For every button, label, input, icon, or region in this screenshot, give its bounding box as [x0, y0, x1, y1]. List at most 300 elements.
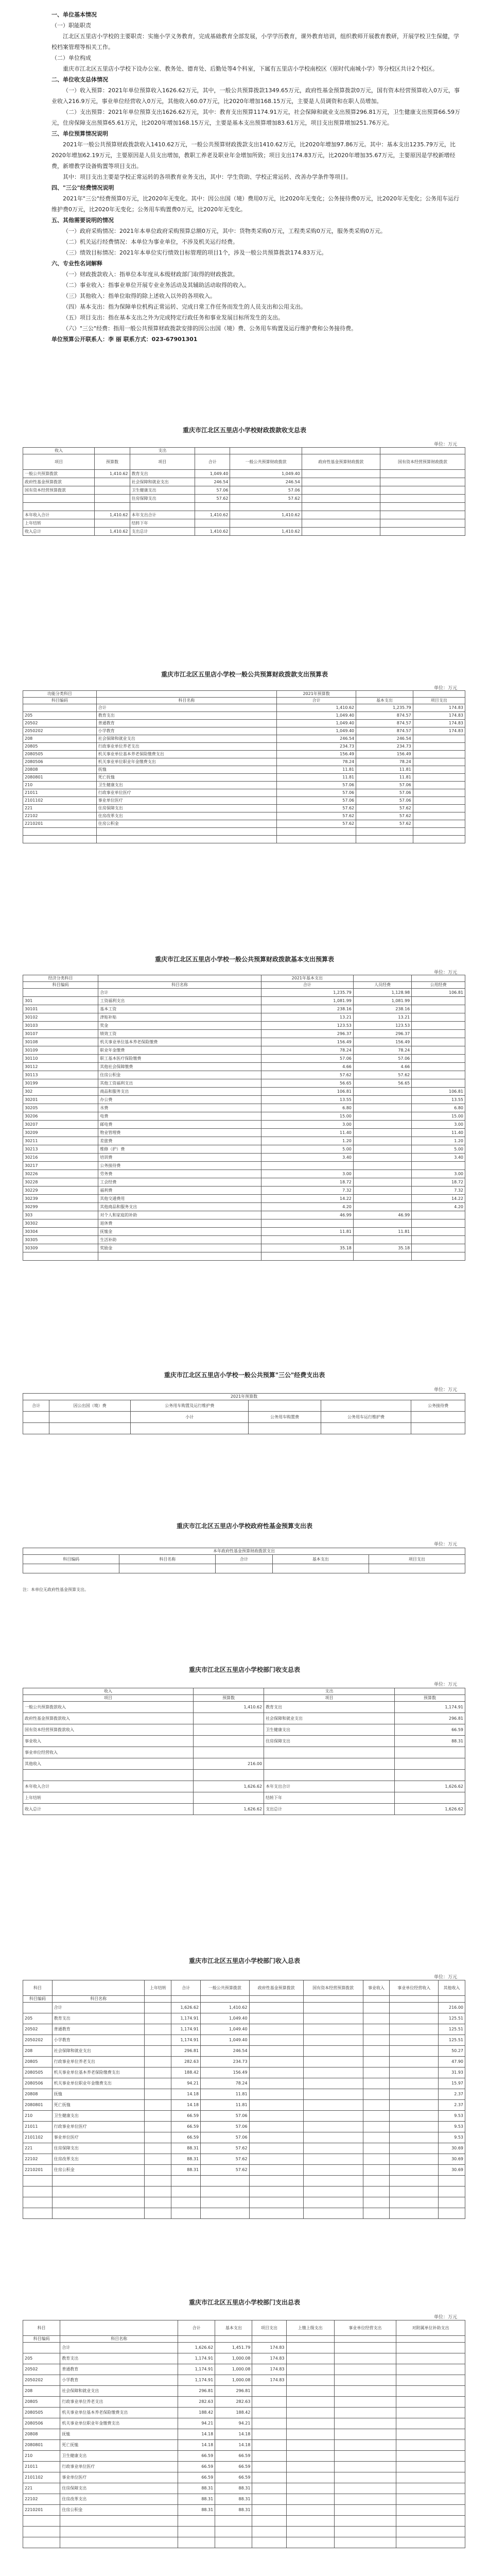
table-cell: 行政事业单位医疗 — [60, 2462, 178, 2472]
table-row — [23, 735, 465, 743]
table-header-cell: 基本支出 — [215, 2320, 252, 2336]
table-cell: 88.31 — [171, 2143, 201, 2154]
table-cell: 住房公积金 — [52, 2165, 145, 2176]
table-cell — [303, 2122, 363, 2132]
table-row — [23, 1736, 465, 1747]
table-cell: 卫生健康支出 — [96, 782, 276, 789]
table-cell — [334, 2483, 396, 2494]
table-cell — [334, 2418, 396, 2429]
table-cell — [23, 2516, 60, 2527]
table-cell: 5.00 — [412, 1145, 465, 1154]
table-cell: 210 — [23, 2451, 60, 2462]
table-row — [23, 820, 465, 828]
table-cell: 21011 — [23, 2462, 60, 2472]
table-cell — [380, 519, 465, 528]
table-cell: 282.63 — [215, 2397, 252, 2408]
table-cell — [286, 2375, 334, 2386]
table-row — [23, 1781, 465, 1792]
table-cell — [145, 2035, 171, 2046]
table-cell: 208 — [23, 2046, 53, 2057]
table-cell: 66.59 — [171, 2111, 201, 2122]
table-cell — [119, 1564, 216, 1573]
table-row — [23, 1178, 465, 1187]
table-cell: 66.59 — [215, 2462, 252, 2472]
table-cell: 296.81 — [171, 2046, 201, 2057]
table-cell: 公务接待费 — [98, 1162, 261, 1170]
table-7-unit: 单位：万元 — [433, 1975, 457, 1980]
table-cell: 282.63 — [171, 2057, 201, 2067]
table-cell: 5.00 — [261, 1145, 353, 1154]
table-cell: 210 — [23, 2111, 53, 2122]
table-header-row — [23, 975, 465, 982]
table-cell — [396, 2364, 465, 2375]
table-cell — [145, 2100, 171, 2111]
table-row — [23, 797, 465, 805]
table-header-cell — [49, 1412, 131, 1423]
table-2-unit: 单位：万元 — [433, 686, 457, 691]
table-cell — [194, 1724, 264, 1736]
table-cell: 78.24 — [356, 758, 413, 766]
table-header-cell: 项目支出 — [413, 698, 465, 704]
table-header-row — [23, 1555, 465, 1564]
table-cell — [95, 495, 130, 503]
table-cell — [303, 2165, 363, 2176]
table-cell — [303, 2154, 363, 2165]
table-cell: 13.55 — [261, 1096, 353, 1104]
table-header-cell — [60, 2320, 178, 2336]
table-cell: 1,049.40 — [277, 720, 356, 727]
table-cell — [412, 1219, 465, 1228]
table-cell: 住房保障支出 — [130, 495, 195, 503]
table-header-cell — [303, 1996, 363, 2003]
table-cell: 78.24 — [353, 1046, 411, 1055]
table-cell — [23, 1564, 119, 1573]
table-header-cell: 2021年预算数 — [277, 691, 356, 698]
table-3-title: 重庆市江北区五里店小学校一般公共预算财政拨款基本支出预算表 — [154, 956, 334, 963]
table-cell: 57.06 — [353, 1055, 411, 1063]
table-cell: 培训费 — [98, 1154, 261, 1162]
table-cell — [303, 2067, 363, 2078]
table-cell: 1,410.62 — [95, 511, 130, 519]
table-cell: 57.06 — [230, 486, 302, 495]
table-cell — [303, 2111, 363, 2122]
table-cell: 11.81 — [356, 774, 413, 782]
table-cell: 3.40 — [261, 1154, 353, 1162]
table-row — [23, 2375, 465, 2386]
table-cell — [363, 2187, 390, 2197]
table-cell: 30110 — [23, 1055, 98, 1063]
table-cell — [413, 766, 465, 774]
table-cell: 78.24 — [277, 758, 356, 766]
table-row — [23, 2100, 465, 2111]
table-cell: 156.49 — [353, 1038, 411, 1046]
table-cell — [412, 1005, 465, 1013]
table-cell — [252, 2418, 286, 2429]
table-cell: 劳务费 — [98, 1170, 261, 1178]
table-cell: 22102 — [23, 2154, 53, 2165]
table-cell: 31.93 — [439, 2067, 465, 2078]
table-cell: 20805 — [23, 743, 97, 751]
table-cell: 行政事业单位养老支出 — [60, 2397, 178, 2408]
table-header-cell: 经济分类科目 — [23, 975, 98, 982]
table-row — [23, 2397, 465, 2408]
table-cell — [252, 2527, 286, 2537]
table-cell: 1,410.62 — [195, 528, 230, 536]
table-row — [23, 766, 465, 774]
table-cell: 其他收入 — [23, 1758, 194, 1770]
table-row — [23, 2046, 465, 2057]
table-cell — [334, 2364, 396, 2375]
table-header-cell — [380, 448, 465, 454]
table-cell — [286, 2472, 334, 2483]
table-header-row — [23, 454, 465, 470]
table-cell — [390, 2089, 439, 2100]
table-row — [23, 1423, 465, 1434]
table-cell: 246.54 — [277, 735, 356, 743]
table-row — [23, 1013, 465, 1022]
table-row — [23, 1228, 465, 1236]
table-cell: 188.42 — [178, 2408, 215, 2418]
table-cell — [380, 495, 465, 503]
table-header-row — [23, 1996, 465, 2003]
table-header-cell: 预算数 — [194, 1695, 264, 1702]
table-cell: 社会保障和就业支出 — [60, 2386, 178, 2397]
table-header-cell — [145, 1996, 171, 2003]
table-header-cell: 科目名称 — [96, 698, 276, 704]
table-cell: 30216 — [23, 1154, 98, 1162]
table-cell — [394, 1747, 465, 1758]
table-cell — [249, 2046, 303, 2057]
table-cell: 1,000.08 — [215, 2353, 252, 2364]
table-row — [23, 2132, 465, 2143]
table-cell — [396, 2462, 465, 2472]
table-cell — [23, 2176, 53, 2187]
table-cell — [201, 2208, 250, 2219]
table-cell — [390, 2187, 439, 2197]
table-cell — [412, 997, 465, 1005]
table-header-cell: 政府性基金预算财政拨款 — [302, 454, 380, 470]
table-cell — [23, 1423, 49, 1434]
table-cell: 2210201 — [23, 2505, 60, 2516]
table-cell — [412, 1071, 465, 1079]
table-cell: 30209 — [23, 1129, 98, 1137]
table-cell — [413, 789, 465, 797]
table-5-unit: 单位：万元 — [433, 1542, 457, 1547]
table-3-unit: 单位：万元 — [433, 970, 457, 975]
table-row — [23, 2003, 465, 2013]
table-cell: 30217 — [23, 1162, 98, 1170]
table-cell — [249, 2078, 303, 2089]
table-cell: 电费 — [98, 1112, 261, 1121]
table-row — [23, 704, 465, 712]
table-cell: 4.66 — [353, 1063, 411, 1071]
table-row — [23, 1244, 465, 1252]
table-row — [23, 2013, 465, 2024]
table-cell: 1,049.40 — [277, 712, 356, 720]
table-row — [23, 2089, 465, 2100]
table-cell: 1,049.40 — [201, 2024, 250, 2035]
table-cell: 30107 — [23, 1030, 98, 1038]
table-cell — [277, 828, 356, 836]
table-header-row — [23, 1980, 465, 1996]
table-cell — [302, 478, 380, 486]
table-row — [23, 2483, 465, 2494]
table-cell: 11.40 — [261, 1129, 353, 1137]
table-cell — [252, 2397, 286, 2408]
table-cell — [261, 1219, 353, 1228]
table-cell: 20805 — [23, 2057, 53, 2067]
table-cell: 57.62 — [356, 812, 413, 820]
subheading: （二）单位构成 — [51, 55, 91, 61]
table-cell — [272, 1564, 369, 1573]
table-cell: 合计 — [60, 2343, 178, 2353]
table-cell — [286, 2429, 334, 2440]
table-cell: 57.06 — [201, 2132, 250, 2143]
table-cell — [353, 1203, 411, 1211]
table-cell: 30199 — [23, 1079, 98, 1088]
table-cell: 7.32 — [412, 1187, 465, 1195]
table-row — [23, 2165, 465, 2176]
table-cell: 机关事业单位基本养老保险缴费支出 — [96, 751, 276, 758]
table-cell — [353, 1137, 411, 1145]
table-cell: 123.53 — [261, 1022, 353, 1030]
table-cell: 66.59 — [215, 2451, 252, 2462]
table-cell: 1,410.62 — [201, 2003, 250, 2013]
heading: 三、单位预算情况说明 — [51, 130, 108, 137]
table-cell — [252, 2451, 286, 2462]
table-cell — [412, 1022, 465, 1030]
table-cell — [334, 2505, 396, 2516]
table-header-cell — [356, 691, 413, 698]
table-row — [23, 2516, 465, 2527]
table-row — [23, 1702, 465, 1713]
table-cell: 事业单位医疗 — [96, 797, 276, 805]
table-cell: 57.06 — [261, 1055, 353, 1063]
table-cell — [413, 751, 465, 758]
table-cell: 邮电费 — [98, 1121, 261, 1129]
table-row — [23, 828, 465, 836]
table-row — [23, 2462, 465, 2472]
table-cell: 办公费 — [98, 1096, 261, 1104]
table-header-cell: 合计 — [216, 1555, 272, 1564]
paragraph: （三）绩效目标情况：2021年本单位实行绩效目标管理的项目1个，涉及一般公共预算拨款174.83万元。 — [63, 249, 327, 256]
table-header-cell — [363, 1996, 390, 2003]
table-header-cell: 项目 — [130, 454, 195, 470]
table-cell: 57.06 — [201, 2122, 250, 2132]
table-cell: 住房改革支出 — [60, 2494, 178, 2505]
table-cell: 30.69 — [439, 2165, 465, 2176]
table-cell — [413, 812, 465, 820]
table-cell — [390, 2154, 439, 2165]
table-cell: 20808 — [23, 2089, 53, 2100]
table-header-cell: 国有资本经营预算拨款 — [303, 1980, 363, 1996]
table-header-cell — [194, 1688, 264, 1695]
table-cell: 2101102 — [23, 2132, 53, 2143]
table-cell — [252, 2429, 286, 2440]
table-cell — [286, 2462, 334, 2472]
table-header-cell: 2021年预算数 — [23, 1394, 465, 1400]
table-cell: 57.06 — [277, 789, 356, 797]
table-cell — [412, 1055, 465, 1063]
table-cell: 政府性基金预算拨款 — [23, 478, 95, 486]
table-cell: 30304 — [23, 1228, 98, 1236]
table-cell — [396, 2375, 465, 2386]
table-cell — [353, 1178, 411, 1187]
table-cell: 205 — [23, 712, 97, 720]
table-cell — [145, 2197, 171, 2208]
table-cell: 2.37 — [439, 2100, 465, 2111]
table-cell: 174.83 — [252, 2343, 286, 2353]
table-cell — [303, 2100, 363, 2111]
paragraph: （二）事业收入：指事业单位开展专业业务活动及其辅助活动取得的收入。 — [63, 282, 250, 289]
table-header-cell: 功能分类科目 — [23, 691, 97, 698]
table-cell: 职业年金缴费 — [98, 1046, 261, 1055]
table-cell: 11.81 — [277, 766, 356, 774]
table-cell: 1,410.62 — [230, 528, 302, 536]
table-cell — [390, 2165, 439, 2176]
table-row — [23, 2353, 465, 2364]
table-header-cell — [171, 1996, 201, 2003]
table-cell — [23, 1770, 194, 1781]
table-cell — [171, 2208, 201, 2219]
table-cell: 社会保障和就业支出 — [96, 735, 276, 743]
table-cell: 30213 — [23, 1145, 98, 1154]
table-cell: 57.62 — [356, 820, 413, 828]
table-cell: 1,174.91 — [178, 2364, 215, 2375]
table-cell: 57.06 — [201, 2111, 250, 2122]
table-cell: 福利费 — [98, 1187, 261, 1195]
table-cell: 绩效工资 — [98, 1030, 261, 1038]
table-header-cell: 本年政府性基金预算财政拨款支出 — [23, 1548, 465, 1555]
table-cell: 30103 — [23, 1022, 98, 1030]
table-row — [23, 1079, 465, 1088]
table-header-row — [23, 1695, 465, 1702]
table-cell — [194, 1770, 264, 1781]
table-cell: 221 — [23, 805, 97, 812]
table-row — [23, 2176, 465, 2187]
table-cell: 88.31 — [394, 1736, 465, 1747]
table-cell — [52, 2187, 145, 2197]
table-cell: 行政事业单位医疗 — [52, 2122, 145, 2132]
table-row — [23, 1137, 465, 1145]
table-row — [23, 2418, 465, 2429]
table-cell — [380, 478, 465, 486]
table-cell: 社会保障和就业支出 — [52, 2046, 145, 2057]
table-cell: 2050202 — [23, 2375, 60, 2386]
table-cell — [413, 805, 465, 812]
table-cell — [439, 2208, 465, 2219]
table-row — [23, 2122, 465, 2132]
table-cell: 2080505 — [23, 2067, 53, 2078]
table-row — [23, 2537, 465, 2548]
table-header-cell: 收入 — [23, 448, 95, 454]
table-cell: 303 — [23, 1211, 98, 1219]
table-header-cell: 公务用车购置费 — [249, 1412, 321, 1423]
table-cell: 其他交通费用 — [98, 1195, 261, 1203]
table-cell — [303, 2013, 363, 2024]
table-cell — [286, 2408, 334, 2418]
table-cell: 246.54 — [201, 2046, 250, 2057]
table-cell — [303, 2003, 363, 2013]
table-cell — [23, 989, 98, 997]
table-header-cell — [23, 1412, 49, 1423]
table-cell: 13.21 — [261, 1013, 353, 1022]
table-cell — [178, 2537, 215, 2548]
heading: 一、单位基本情况 — [51, 11, 97, 18]
table-header-cell: 基本支出 — [272, 1555, 369, 1564]
table-header-cell: 科目名称 — [60, 2336, 178, 2343]
table-cell: 57.06 — [356, 789, 413, 797]
table-cell — [363, 2176, 390, 2187]
table-cell: 88.31 — [215, 2505, 252, 2516]
table-cell — [249, 2132, 303, 2143]
table-cell: 46.99 — [261, 1211, 353, 1219]
table-cell — [145, 2078, 171, 2089]
table-header-cell: 小计 — [131, 1412, 249, 1423]
heading: 二、单位收支总体情况 — [51, 76, 108, 83]
table-header-cell — [321, 1400, 411, 1412]
table-cell: 238.16 — [261, 1005, 353, 1013]
table-cell: 20808 — [23, 2429, 60, 2440]
table-row — [23, 1252, 465, 1261]
table-cell — [413, 820, 465, 828]
table-cell — [145, 2024, 171, 2035]
table-cell — [363, 2024, 390, 2035]
table-cell — [171, 2176, 201, 2187]
table-cell: 住房公积金 — [60, 2505, 178, 2516]
table-cell: 296.81 — [215, 2386, 252, 2397]
table-header-row — [23, 982, 465, 989]
table-cell — [439, 2176, 465, 2187]
table-cell — [230, 503, 302, 511]
table-cell — [390, 2197, 439, 2208]
table-cell — [302, 519, 380, 528]
table-header-cell — [411, 1412, 465, 1423]
table-cell — [396, 2516, 465, 2527]
table-cell: 职工基本医疗保险缴费 — [98, 1055, 261, 1063]
table-cell: 上年结转 — [23, 1792, 194, 1804]
table-header-cell: 政府性基金预算拨款 — [249, 1980, 303, 1996]
table-cell — [249, 2208, 303, 2219]
table-cell — [277, 836, 356, 843]
table-cell — [394, 1792, 465, 1804]
table-cell — [95, 519, 130, 528]
table-cell: 57.62 — [201, 2165, 250, 2176]
table-header-cell: 其他收入 — [439, 1980, 465, 1996]
table-5-note: 注：本单位无政府性基金预算支出。 — [23, 1587, 89, 1592]
table-cell — [390, 2176, 439, 2187]
table-row — [23, 2057, 465, 2067]
table-cell: 收入总计 — [23, 528, 95, 536]
table-row — [23, 470, 465, 478]
table-cell: 13.21 — [353, 1013, 411, 1022]
table-cell: 174.83 — [413, 712, 465, 720]
table-header-cell: 合计 — [178, 2320, 215, 2336]
table-cell — [412, 1063, 465, 1071]
table-cell — [396, 2451, 465, 2462]
table-cell: 205 — [23, 2353, 60, 2364]
table-cell: 14.18 — [178, 2440, 215, 2451]
table-cell: 57.62 — [277, 805, 356, 812]
table-header-cell: 科目编码 — [23, 2336, 60, 2343]
paragraph: （四）基本支出：指为保障单位机构正常运转、完成日常工作任务而发生的人员支出和公用支出。 — [63, 303, 306, 310]
table-header-cell — [252, 2336, 286, 2343]
table-cell — [249, 2111, 303, 2122]
table-cell: 抚恤金 — [98, 1228, 261, 1236]
table-cell — [261, 1252, 353, 1261]
table-cell: 小学教育 — [60, 2375, 178, 2386]
table-cell — [302, 470, 380, 478]
